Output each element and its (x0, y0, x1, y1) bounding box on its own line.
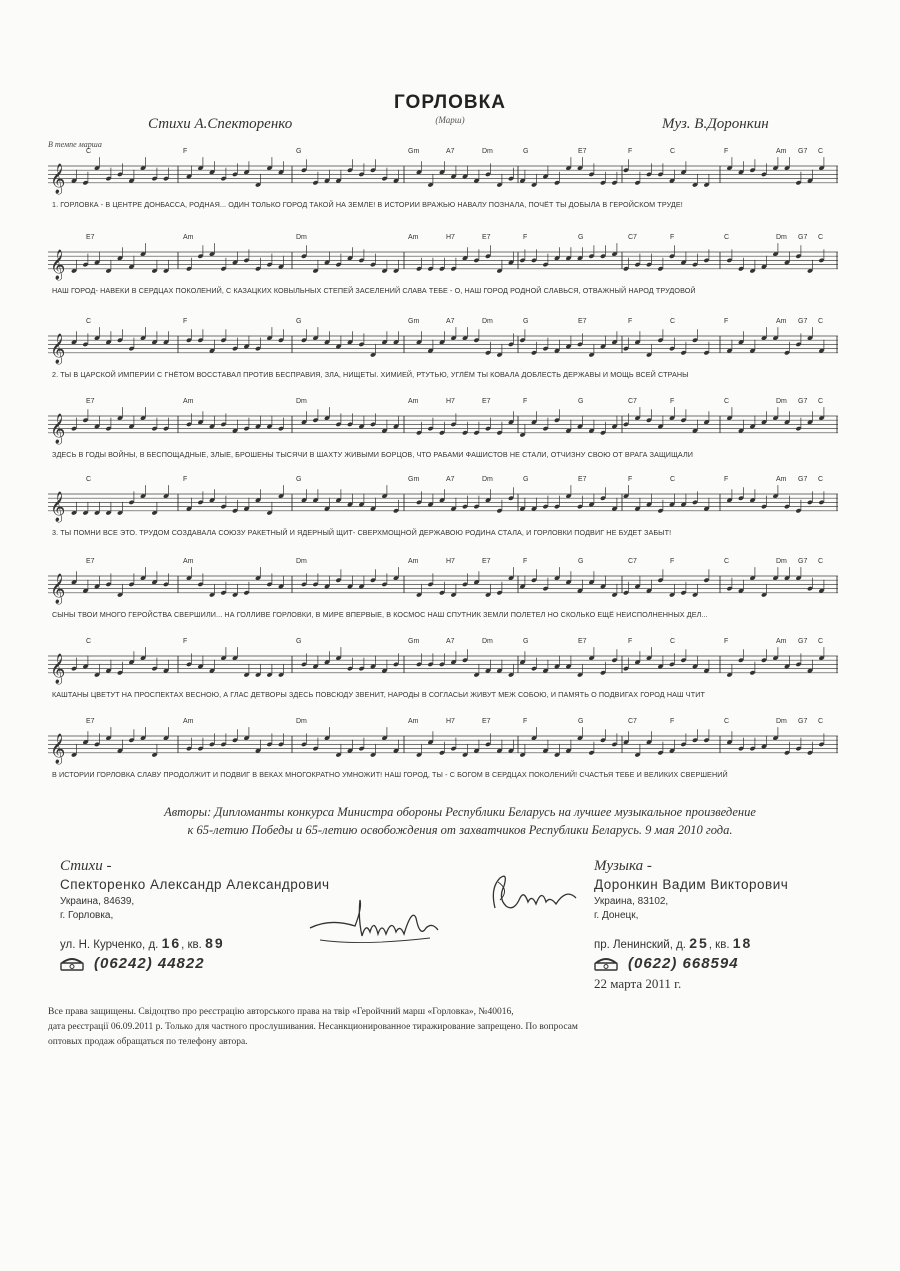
composer-street: пр. Ленинский, д. (594, 939, 687, 951)
chord-symbol: C (86, 476, 92, 483)
chord-symbol: C (818, 718, 824, 725)
chord-symbol: C7 (628, 234, 637, 241)
chord-symbol: C (818, 234, 824, 241)
chord-symbol: C (724, 398, 730, 405)
chord-symbol: Dm (776, 234, 787, 241)
chord-symbol: G (296, 638, 302, 645)
chord-symbol: Am (776, 148, 787, 155)
chord-symbol: F (670, 718, 675, 725)
chord-symbol: F (523, 398, 528, 405)
chord-symbol: E7 (482, 558, 491, 565)
chord-symbol: C (724, 234, 730, 241)
chord-symbol: C (724, 718, 730, 725)
chord-symbol: Am (183, 234, 194, 241)
chord-symbol: F (628, 148, 633, 155)
chord-symbol: Am (183, 718, 194, 725)
chord-symbol: Am (408, 234, 419, 241)
chord-symbol: Dm (482, 148, 493, 155)
chord-symbol: Am (776, 476, 787, 483)
telephone-icon (60, 957, 84, 971)
chord-symbol: C7 (628, 558, 637, 565)
chord-symbol: Dm (296, 398, 307, 405)
lyricist-phone-number: (06242) 44822 (94, 955, 205, 972)
chord-symbol: G (578, 558, 584, 565)
chord-symbol: F (724, 476, 729, 483)
chord-symbol: G (523, 318, 529, 325)
copyright-line: оптовых продаж обращаться по телефону автора. (48, 1037, 248, 1047)
chord-symbol: C (86, 318, 92, 325)
chord-symbol: C (818, 148, 824, 155)
composer-country: Украина, 83102, (594, 896, 669, 907)
chord-symbol: Gm (408, 318, 420, 325)
composer-date: 22 марта 2011 г. (594, 976, 682, 991)
lyricist-house: 16 (161, 935, 182, 951)
chord-symbol: G (296, 148, 302, 155)
lyric-line: 3. ТЫ ПОМНИ ВСЕ ЭТО. ТРУДОМ СОЗДАВАЛА СОЮЗУ РАКЕТНЫЙ И ЯДЕРНЫЙ ЩИТ- СВЕРХМОЩНОЙ ДЕРЖАВОЮ РОДИНА СТАЛА, И ГОРЛОВКИ ПОДВИГ НЕ БУДЕТ ЗАБЫТ! (52, 528, 672, 537)
chord-symbol: Gm (408, 476, 420, 483)
composer-label: Музыка - (594, 858, 652, 874)
song-title: ГОРЛОВКА (394, 92, 506, 113)
lyric-line: НАШ ГОРОД- НАВЕКИ В СЕРДЦАХ ПОКОЛЕНИЙ, С КАЗАЦКИХ КОВЫЛЬНЫХ СТЕПЕЙ ЗАСЕЛЕНИЙ СЛАВА ТЕБЕ - О, НАШ ГОРОД РОДНОЙ СЛАВЬСЯ, ОТВАЖНЫЙ НАРОД ТРУДОВОЙ (52, 286, 696, 295)
chord-symbol: Dm (482, 638, 493, 645)
chord-symbol: A7 (446, 148, 455, 155)
chord-symbol: C (818, 476, 824, 483)
chord-symbol: H7 (446, 398, 455, 405)
chord-symbol: C (86, 148, 92, 155)
chord-symbol: A7 (446, 638, 455, 645)
lyric-line: ЗДЕСЬ В ГОДЫ ВОЙНЫ, В БЕСПОЩАДНЫЕ, ЗЛЫЕ, БРОШЕНЫ ТЫСЯЧИ В ШАХТУ ЖИВЫМИ БОРЦОВ, ЧТО РАБАМИ ФАШИСТОВ НЕ СТАЛИ, ОТЧИЗНУ СВОЮ ОТ ВРАГА ЗАЩИЩАЛИ (52, 450, 694, 459)
chord-symbol: H7 (446, 234, 455, 241)
treble-clef-icon: 𝄞 (50, 733, 66, 764)
music-system (48, 638, 838, 698)
chord-symbol: C (670, 148, 676, 155)
chord-symbol: Am (776, 638, 787, 645)
lyric-line: КАШТАНЫ ЦВЕТУТ НА ПРОСПЕКТАХ ВЕСНОЮ, А ГЛАС ДЕТВОРЫ ЗДЕСЬ ПОВСЮДУ ЗВЕНИТ, НАРОДЫ В СОГЛАСЬИ ЖИВУТ МЕЖ СОБОЮ, И ПАМЯТЬ О ПОДВИГАХ ГОРОД НАШ ЧТИТ (52, 690, 705, 699)
composer-apt: 18 (732, 935, 753, 951)
chord-symbol: C (86, 638, 92, 645)
chord-symbol: G7 (798, 718, 808, 725)
chord-symbol: C (670, 476, 676, 483)
chord-symbol: C (818, 638, 824, 645)
chord-symbol: G (523, 148, 529, 155)
chord-symbol: E7 (86, 718, 95, 725)
chord-symbol: A7 (446, 318, 455, 325)
chord-symbol: Dm (482, 476, 493, 483)
lyric-line: 1. ГОРЛОВКА - В ЦЕНТРЕ ДОНБАССА, РОДНАЯ... ОДИН ТОЛЬКО ГОРОД ТАКОЙ НА ЗЕМЛЕ! В ИСТОРИИ ВРАЖЬЮ НАВАЛУ ПОЗНАЛА, ПОЧЁТ ТЫ ДОБЫЛА В ГЕРОЙСКОМ ТРУДЕ! (52, 200, 683, 209)
chord-symbol: G7 (798, 558, 808, 565)
chord-symbol: Dm (296, 558, 307, 565)
composer-phone (594, 955, 864, 972)
chord-symbol: G (578, 718, 584, 725)
copyright-line: Все права защищены. Свідоцтво про реєстрацію авторського права на твір «Геройчний марш «Горловка», №40016, (48, 1007, 514, 1017)
chord-symbol: E7 (482, 234, 491, 241)
music-staff (48, 558, 838, 608)
copyright-notice (48, 1005, 828, 1050)
composer-signature (480, 868, 590, 928)
chord-symbol: E7 (482, 718, 491, 725)
treble-clef-icon: 𝄞 (50, 491, 66, 522)
chord-symbol: H7 (446, 558, 455, 565)
chord-symbol: G7 (798, 148, 808, 155)
music-staff (48, 398, 838, 448)
chord-symbol: Dm (296, 234, 307, 241)
lyricist-credit: Стихи А.Спекторенко (148, 116, 293, 132)
lyricist-apt: 89 (205, 935, 225, 951)
chord-symbol: F (183, 318, 188, 325)
authors-note (90, 803, 830, 839)
chord-symbol: Dm (776, 718, 787, 725)
chord-symbol: Am (408, 718, 419, 725)
chord-symbol: H7 (446, 718, 455, 725)
composer-name: Доронкин Вадим Викторович (594, 877, 789, 892)
music-staff (48, 318, 838, 368)
chord-symbol: C (818, 558, 824, 565)
music-system (48, 318, 838, 378)
chord-symbol: E7 (578, 476, 587, 483)
music-system (48, 148, 838, 208)
chord-symbol: Am (183, 558, 194, 565)
chord-symbol: G (578, 234, 584, 241)
chord-symbol: F (183, 476, 188, 483)
chord-symbol: E7 (578, 638, 587, 645)
telephone-icon (594, 957, 618, 971)
chord-symbol: F (724, 318, 729, 325)
treble-clef-icon: 𝄞 (50, 163, 66, 194)
music-system (48, 398, 838, 458)
chord-symbol: Am (408, 558, 419, 565)
composer-phone-number: (0622) 668594 (628, 955, 739, 972)
lyric-line: СЫНЫ ТВОИ МНОГО ГЕРОЙСТВА СВЕРШИЛИ... НА ГОЛЛИВЕ ГОРЛОВКИ, В МИРЕ ВПЕРВЫЕ, В КОСМОС НАШ СПУТНИК ЗЕМЛИ ПОЛЕТЕЛ НО СКОЛЬКО ЕЩЁ НЕИСПОЛНЕННЫХ ДЕЛ... (52, 610, 708, 619)
lyricist-name: Спекторенко Александр Александрович (60, 877, 330, 892)
music-system (48, 718, 838, 778)
music-staff (48, 638, 838, 688)
lyricist-label: Стихи - (60, 858, 112, 874)
chord-symbol: G7 (798, 318, 808, 325)
chord-symbol: C (818, 318, 824, 325)
chord-symbol: F (628, 318, 633, 325)
chord-symbol: F (670, 234, 675, 241)
chord-symbol: F (523, 558, 528, 565)
chord-symbol: F (628, 638, 633, 645)
treble-clef-icon: 𝄞 (50, 573, 66, 604)
lyricist-apt-label: , кв. (181, 939, 202, 951)
composer-city: г. Донецк, (594, 910, 639, 921)
music-staff (48, 718, 838, 768)
chord-symbol: E7 (86, 558, 95, 565)
chord-symbol: F (183, 638, 188, 645)
chord-symbol: F (523, 234, 528, 241)
composer-credit: Муз. В.Доронкин (662, 116, 769, 132)
chord-symbol: C (670, 638, 676, 645)
music-staff (48, 234, 838, 284)
lyricist-country: Украина, 84639, (60, 896, 135, 907)
copyright-line: дата реєстрації 06.09.2011 р. Только для частного прослушивания. Несанкционированное тиражирование запрещено. По вопросам (48, 1022, 578, 1032)
authors-note-line: Авторы: Дипломанты конкурса Министра обороны Республики Беларусь на лучшее музыкальное произведение (164, 805, 756, 819)
composer-contact-block (594, 858, 864, 992)
chord-symbol: Gm (408, 148, 420, 155)
chord-symbol: Gm (408, 638, 420, 645)
chord-symbol: Dm (776, 398, 787, 405)
music-staff (48, 476, 838, 526)
chord-symbol: A7 (446, 476, 455, 483)
chord-symbol: G (296, 476, 302, 483)
chord-symbol: C (724, 558, 730, 565)
treble-clef-icon: 𝄞 (50, 413, 66, 444)
composer-house: 25 (689, 935, 709, 951)
chord-symbol: F (670, 558, 675, 565)
chord-symbol: F (183, 148, 188, 155)
composer-address (594, 935, 864, 951)
tempo-marking: В темпе марша (48, 140, 102, 149)
chord-symbol: G (523, 476, 529, 483)
chord-symbol: E7 (578, 148, 587, 155)
chord-symbol: G7 (798, 638, 808, 645)
chord-symbol: G (296, 318, 302, 325)
treble-clef-icon: 𝄞 (50, 333, 66, 364)
chord-symbol: C7 (628, 398, 637, 405)
lyric-line: 2. ТЫ В ЦАРСКОЙ ИМПЕРИИ С ГНЁТОМ ВОССТАВАЛ ПРОТИВ БЕСПРАВИЯ, ЗЛА, НИЩЕТЫ. ХИМИЕЙ, РТУТЬЮ, УГЛЁМ ТЫ КОВАЛА ДОБЛЕСТЬ ДЕРЖАВЫ И МОЩЬ ВСЕЙ СТРАНЫ (52, 370, 689, 379)
chord-symbol: E7 (578, 318, 587, 325)
composer-apt-label: , кв. (708, 939, 730, 951)
lyricist-street: ул. Н. Курченко, д. (60, 939, 159, 951)
chord-symbol: G7 (798, 476, 808, 483)
chord-symbol: F (670, 398, 675, 405)
chord-symbol: G7 (798, 398, 808, 405)
music-system (48, 234, 838, 294)
chord-symbol: G (523, 638, 529, 645)
chord-symbol: Am (408, 398, 419, 405)
chord-symbol: G7 (798, 234, 808, 241)
chord-symbol: F (628, 476, 633, 483)
chord-symbol: Dm (482, 318, 493, 325)
treble-clef-icon: 𝄞 (50, 249, 66, 280)
treble-clef-icon: 𝄞 (50, 653, 66, 684)
chord-symbol: C (818, 398, 824, 405)
chord-symbol: Dm (776, 558, 787, 565)
music-staff (48, 148, 838, 198)
chord-symbol: Am (776, 318, 787, 325)
chord-symbol: Dm (296, 718, 307, 725)
chord-symbol: C (670, 318, 676, 325)
lyricist-signature (300, 888, 450, 958)
chord-symbol: F (724, 638, 729, 645)
chord-symbol: E7 (482, 398, 491, 405)
music-system (48, 558, 838, 618)
lyric-line: В ИСТОРИИ ГОРЛОВКА СЛАВУ ПРОДОЛЖИТ И ПОДВИГ В ВЕКАХ МНОГОКРАТНО УМНОЖИТ! НАШ ГОРОД, ТЫ - С БОГОМ В СЕРДЦАХ ПОКОЛЕНИЙ! СЧАСТЬЯ ТЕБЕ И ВЕЛИКИХ СВЕРШЕНИЙ (52, 770, 728, 779)
chord-symbol: C7 (628, 718, 637, 725)
chord-symbol: F (724, 148, 729, 155)
song-genre: (Марш) (435, 115, 465, 125)
authors-note-line: к 65-летию Победы и 65-летию освобождения от захватчиков Республики Беларусь. 9 мая 2010 года. (187, 823, 733, 837)
lyricist-city: г. Горловка, (60, 910, 114, 921)
chord-symbol: Am (183, 398, 194, 405)
chord-symbol: E7 (86, 234, 95, 241)
chord-symbol: E7 (86, 398, 95, 405)
chord-symbol: G (578, 398, 584, 405)
music-system (48, 476, 838, 536)
chord-symbol: F (523, 718, 528, 725)
